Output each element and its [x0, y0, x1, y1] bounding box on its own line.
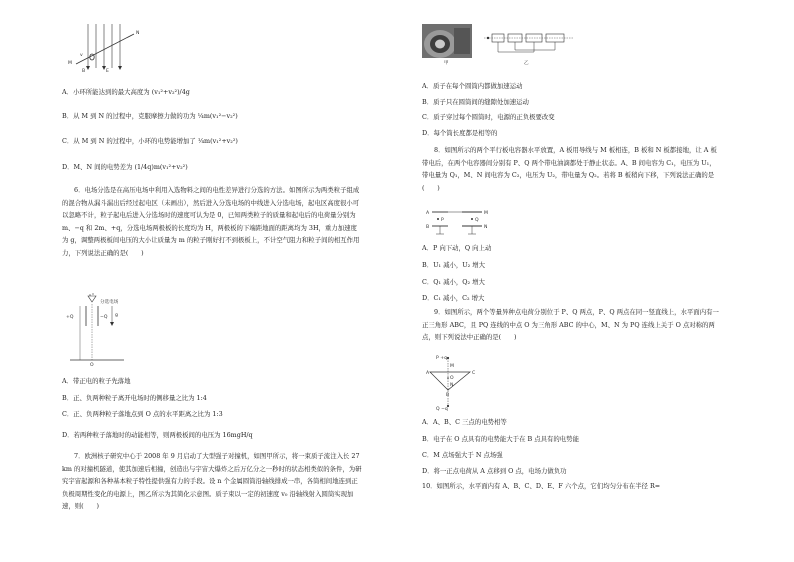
- figure-tubes-schematic: [484, 26, 576, 66]
- q5-option-a: A．小环所能达到的最大高度为 (v₁²+v₂²)/4g: [62, 88, 190, 96]
- label-g: g: [115, 313, 118, 318]
- q7-option-c: C．质子穿过每个圆筒时，电源的正负极要改变: [422, 113, 555, 121]
- q5-option-c: C．从 M 到 N 的过程中，小环的电势能增加了 ¼m(v₁²+v₂²): [62, 137, 238, 145]
- q6-option-b: B．正、负两种粒子离开电场时的侧移量之比为 1:4: [62, 394, 207, 402]
- q9-option-b: B．电子在 O 点具有的电势能大于在 B 点具有的电势能: [422, 435, 579, 443]
- q6-option-c: C．正、负两种粒子落地点到 O 点的水平距离之比为 1:3: [62, 410, 223, 418]
- q10-stem: 10．如图所示，水平面内有 A、B、C、D、E、F 六个点，它们均匀分布在半径 R=: [422, 482, 661, 490]
- label-e: E: [106, 69, 109, 74]
- q9-option-d: D．将一正点电荷从 A 点移到 O 点，电场力做负功: [422, 467, 567, 475]
- label-o: O: [450, 376, 454, 381]
- label-a: A: [426, 371, 430, 376]
- label-m: M: [484, 211, 488, 216]
- label-n: N: [450, 383, 454, 388]
- label-plus: +Q: [66, 315, 74, 320]
- q6-option-d: D．若两种粒子落地时的动能相等，则两极板间的电压为 16mgH/q: [62, 431, 253, 439]
- q9-option-a: A．A、B、C 三点的电势相等: [422, 418, 507, 426]
- label-b: B: [446, 393, 450, 398]
- label-p: P +q: [436, 356, 447, 361]
- q7-option-d: D．每个筒长度都是相等的: [422, 129, 498, 137]
- q9-stem: 9．如图所示，两个等量异种点电荷分别位于 P、Q 两点，P、Q 两点在同一竖直线上，水平面内有一正三角形 ABC，且 PQ 连线的中点 O 为三角形 ABC 的中心，M、N 为 PQ 连线上关于 O 点对称的两点，则下列说法中正确的是( ): [422, 308, 719, 342]
- figure-collider-photo: [422, 24, 472, 64]
- label-p: P: [441, 218, 444, 223]
- label-jia: 甲: [444, 61, 449, 66]
- figure-triangle-charges: [426, 354, 490, 410]
- figure-rod-field: [62, 20, 152, 72]
- label-m: M: [68, 61, 72, 66]
- q7-stem: 7．欧洲核子研究中心于 2008 年 9 月启动了大型强子对撞机，如图甲所示，将一束质子流注入长 27 km 的对撞机隧道，使其加速后相撞，创造出与宇宙大爆炸之后万亿分之一秒时的状态相类似的条件，为研究宇宙起源和各种基本粒子特性提供强有力的手段。设 n 个金属圆筒沿轴线排成一串，各筒相间地连到正负极周期性变化的电源上，图乙所示为其简化示意图。质子束以一定的初速度 v₀ 沿轴线射入圆筒实现加速，则( ): [62, 452, 362, 511]
- label-q: Q: [475, 218, 479, 223]
- q5-option-d: D．M、N 间的电势差为 (1/4q)m(v₁²+v₂²): [62, 163, 188, 171]
- q5-option-b: B．从 M 到 N 的过程中，克服摩擦力做的功为 ¼m(v₁²−v₂²): [62, 112, 238, 120]
- label-funnel: 分选电场: [100, 300, 119, 305]
- q7-option-a: A．质子在每个圆筒内都做加速运动: [422, 82, 523, 90]
- q8-option-b: B．U₁ 减小，U₂ 增大: [422, 261, 485, 269]
- label-q: Q −q: [436, 407, 448, 412]
- label-b: B: [82, 69, 86, 74]
- label-ground-o: O: [90, 363, 94, 368]
- label-v: v: [80, 53, 83, 58]
- q7-option-b: B．质子只在圆筒间的缝隙处加速运动: [422, 98, 529, 106]
- label-yi: 乙: [524, 61, 529, 66]
- label-n: N: [136, 31, 140, 36]
- label-n: N: [484, 225, 488, 230]
- q9-option-c: C．M 点场强大于 N 点场强: [422, 451, 503, 459]
- label-c: C: [472, 371, 476, 376]
- q6-option-a: A．带正电的粒子先落地: [62, 377, 131, 385]
- figure-capacitors: [426, 206, 496, 240]
- q8-stem: 8．如图所示的两个平行板电容器水平放置，A 板用导线与 M 板相连，B 板和 N 板都接地，让 A 板带电后，在两个电容器间分别有 P、Q 两个带电油滴都处于静止状态。A、B 间电容为 C₁，电压为 U₁，带电量为 Q₁，M、N 间电容为 C₂，电压为 U₂，带电量为 Q₂。若将 B 板稍向下移，下列说法正确的是( ): [422, 146, 717, 192]
- q8-option-c: C．Q₁ 减小，Q₂ 增大: [422, 278, 485, 286]
- label-m: M: [450, 364, 454, 369]
- q8-option-d: D．C₁ 减小，C₂ 增大: [422, 294, 485, 302]
- figure-separator: [62, 294, 142, 366]
- label-minus: −Q: [100, 315, 108, 320]
- label-b: B: [426, 225, 430, 230]
- q8-option-a: A．P 向下动，Q 向上动: [422, 244, 492, 252]
- label-a: A: [426, 211, 430, 216]
- q6-stem: 6．电场分选是在高压电场中利用入选物料之间的电性差异进行分选的方法。如图所示为两类粒子组成的混合物从漏斗漏出后经过起电区（未画出），然后进入分选电场的中线进入分选电场，起电区高度很小可以忽略不计，粒子起电后进入分选场时的速度可认为是 0，已知两类粒子的质量和起电后的电荷量分别为 m、−q 和 2m、+q，分选电场两极板的长度均为 H，两极板的下端距地面的距离均为 3H，重力加速度为 g，调整两极板间电压的大小让质量为 m 的粒子刚好打不到极板上，不计空气阻力和粒子间的相互作用力，下列说法正确的是( ): [62, 186, 360, 257]
